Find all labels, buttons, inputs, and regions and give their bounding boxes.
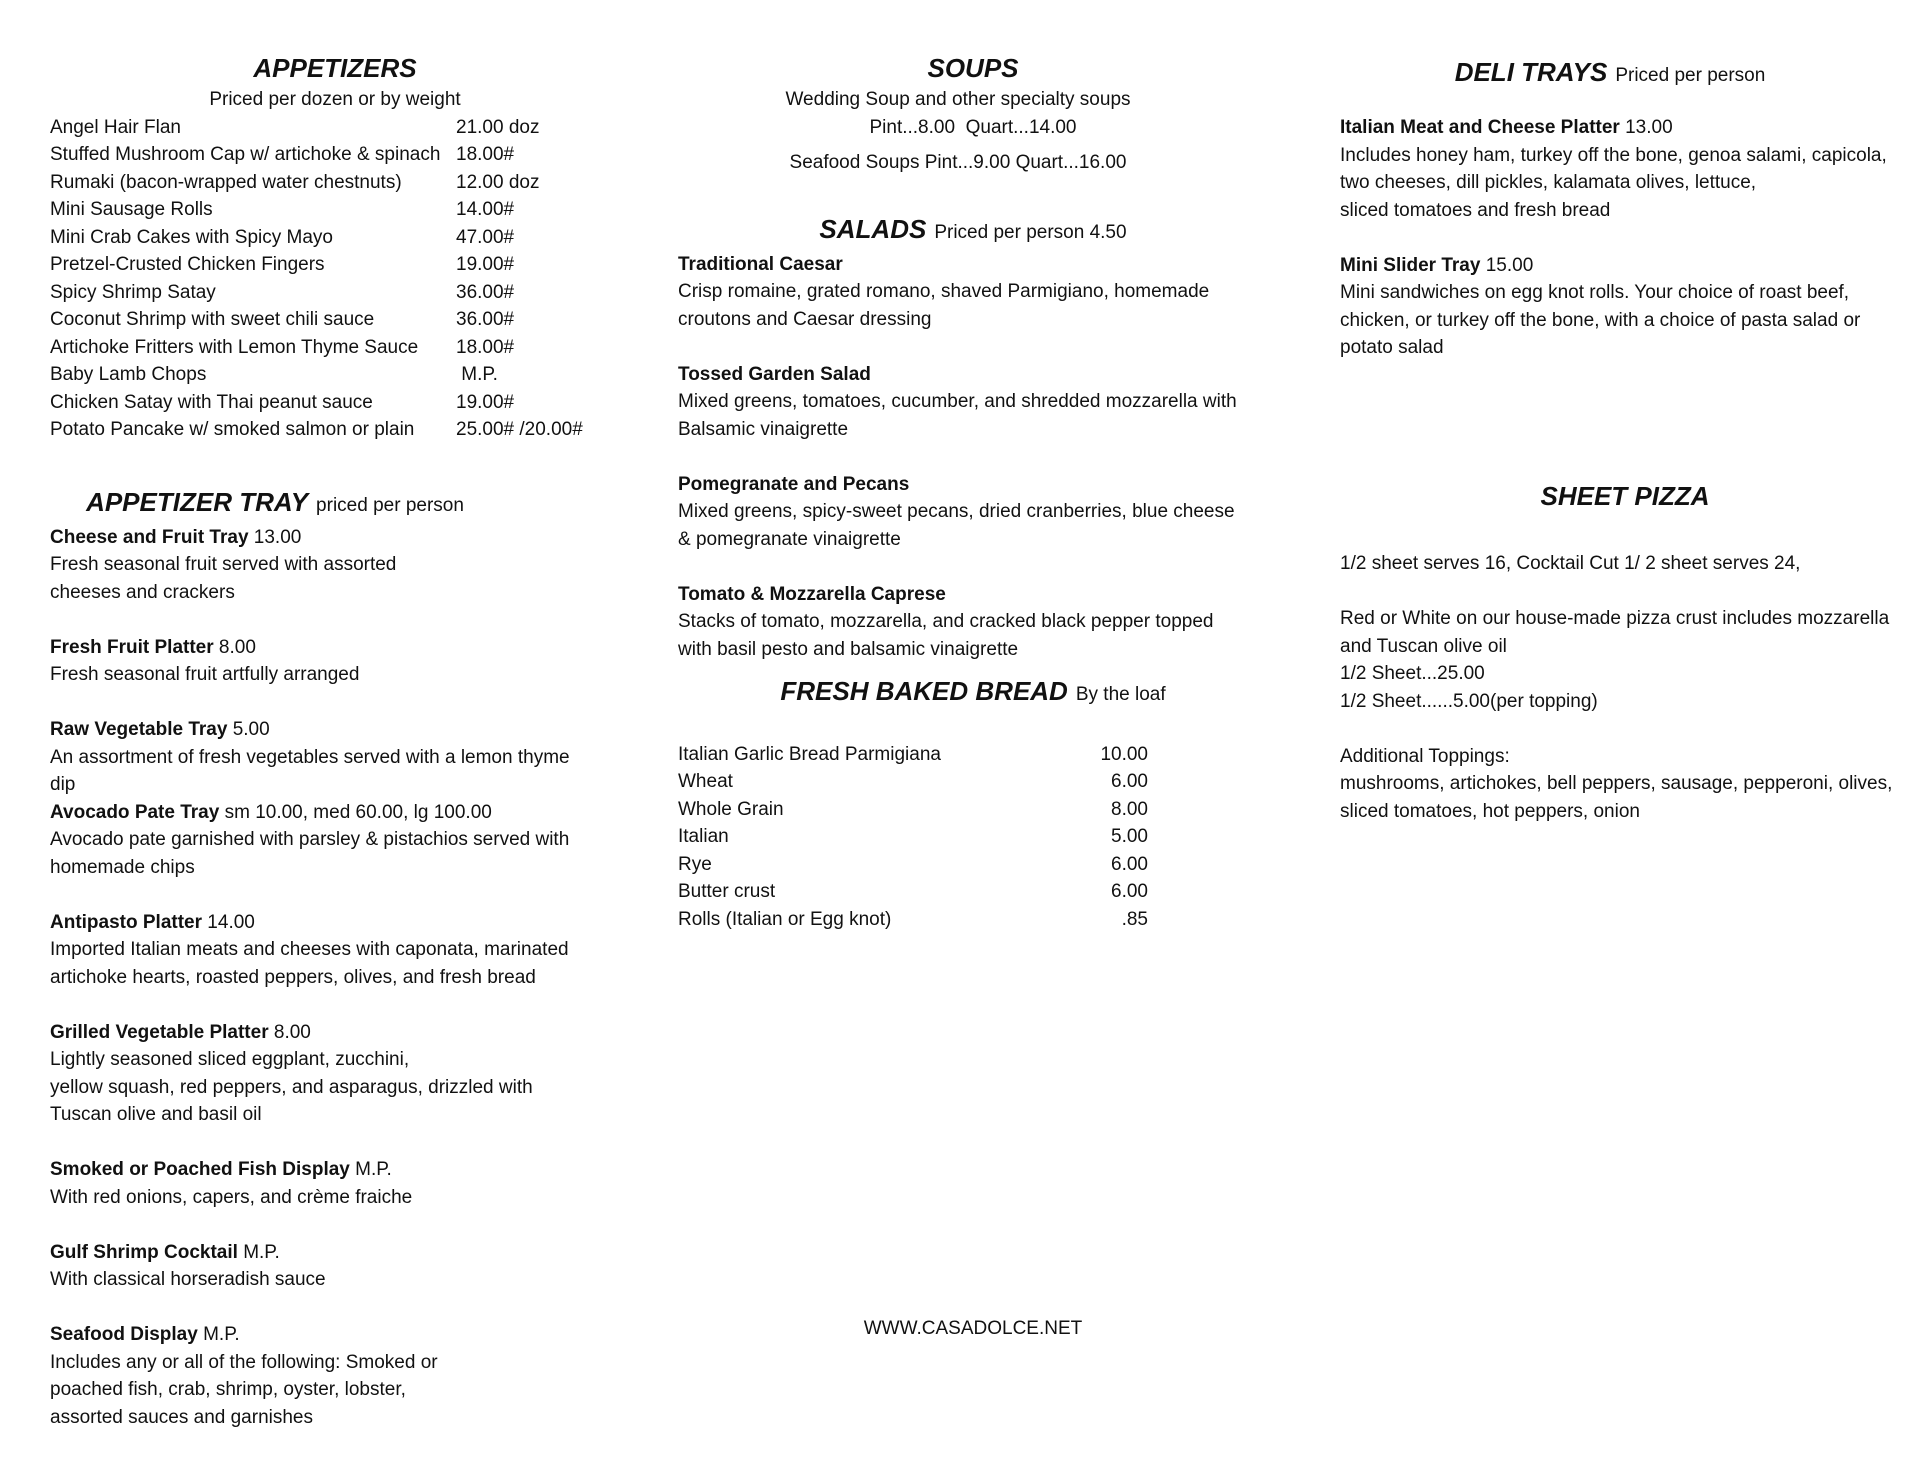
list-item: Pomegranate and Pecans Mixed greens, spicy-sweet pecans, dried cranberries, blue cheese & pomegranate vinaigrette <box>678 473 1235 550</box>
list-item: Smoked or Poached Fish Display M.P. With red onions, capers, and crème fraiche <box>50 1159 413 1208</box>
deli-trays-suffix: Priced per person <box>1615 65 1766 86</box>
appetizer-tray-list <box>50 524 620 1432</box>
appetizers-title: APPETIZERS <box>253 53 417 83</box>
sheet-pizza-info: 1/2 sheet serves 16, Cocktail Cut 1/ 2 sheet serves 24, Red or White on our house-made pizza crust includes mozzarella and Tuscan olive oil 1/2 Sheet...25.00 1/2 Sheet......5.00(per topping) Additional Toppings: mushrooms, artichokes, bell peppers, sausage, pepperoni, olives, sliced tomatoes, hot peppers, onion <box>1340 553 1893 822</box>
list-item: Potato Pancake w/ smoked salmon or plain 25.00# /20.00# <box>50 419 583 440</box>
list-item: Coconut Shrimp with sweet chili sauce 36.00# <box>50 309 515 330</box>
appetizer-tray-suffix: priced per person <box>316 494 464 516</box>
list-item: Wheat 6.00 <box>678 771 1148 792</box>
appetizer-tray-title: APPETIZER TRAY priced per person <box>86 486 464 517</box>
website-link[interactable]: WWW.CASADOLCE.NET <box>863 1318 1083 1339</box>
deli-trays-title: DELI TRAYS Priced per person <box>1454 57 1766 87</box>
list-item: Spicy Shrimp Satay 36.00# <box>50 281 515 303</box>
list-item: Cheese and Fruit Tray 13.00 Fresh seasonal fruit served with assorted cheeses and crackers <box>50 526 397 603</box>
list-item: Tossed Garden Salad Mixed greens, tomatoes, cucumber, and shredded mozzarella with Balsamic vinaigrette <box>678 363 1237 440</box>
column-middle <box>678 50 1268 933</box>
list-item: Italian Garlic Bread Parmigiana 10.00 <box>678 743 1148 765</box>
bread-list <box>678 741 1268 934</box>
list-item: Avocado Pate Tray sm 10.00, med 60.00, lg 100.00 Avocado pate garnished with parsley & pistachios served with homemade chips <box>50 801 570 878</box>
column-left <box>50 50 620 1431</box>
list-item: Mini Crab Cakes with Spicy Mayo 47.00# <box>50 226 515 248</box>
bread-title: FRESH BAKED BREAD By the loaf <box>780 676 1166 706</box>
salads-suffix: Priced per person 4.50 <box>934 221 1127 243</box>
list-item: Fresh Fruit Platter 8.00 Fresh seasonal fruit artfully arranged <box>50 636 360 685</box>
list-item: Rumaki (bacon-wrapped water chestnuts) 12.00 doz <box>50 171 540 193</box>
list-item: Mini Slider Tray 15.00 Mini sandwiches on egg knot rolls. Your choice of roast beef, chicken, or turkey off the bone, with a choice of pasta salad or potato salad <box>1340 254 1861 358</box>
list-item: Chicken Satay with Thai peanut sauce 19.00# <box>50 391 515 413</box>
bread-suffix: By the loaf <box>1075 684 1166 705</box>
soups-line-3: Seafood Soups Pint...9.00 Quart...16.00 <box>789 152 1127 173</box>
list-item: Antipasto Platter 14.00 Imported Italian meats and cheeses with caponata, marinated artichoke hearts, roasted peppers, olives, and fresh bread <box>50 911 569 988</box>
list-item: Pretzel-Crusted Chicken Fingers 19.00# <box>50 254 515 275</box>
list-item: Rolls (Italian or Egg knot) .85 <box>678 908 1148 930</box>
column-right <box>1340 50 1910 825</box>
list-item: Raw Vegetable Tray 5.00 An assortment of fresh vegetables served with a lemon thyme dip <box>50 719 570 795</box>
appetizers-list <box>50 114 620 444</box>
list-item: Grilled Vegetable Platter 8.00 Lightly seasoned sliced eggplant, zucchini, yellow squash, red peppers, and asparagus, drizzled with Tuscan olive and basil oil <box>50 1021 533 1125</box>
list-item: Tomato & Mozzarella Caprese Stacks of tomato, mozzarella, and cracked black pepper topped with basil pesto and balsamic vinaigrette <box>678 583 1214 660</box>
list-item: Angel Hair Flan 21.00 doz <box>50 116 540 138</box>
appetizers-note: Priced per dozen or by weight <box>209 89 461 110</box>
list-item: Mini Sausage Rolls 14.00# <box>50 199 515 220</box>
soups-title: SOUPS <box>927 53 1019 83</box>
list-item: Gulf Shrimp Cocktail M.P. With classical horseradish sauce <box>50 1241 326 1290</box>
list-item: Stuffed Mushroom Cap w/ artichoke & spinach 18.00# <box>50 144 515 165</box>
list-item: Italian 5.00 <box>678 826 1148 847</box>
list-item: Traditional Caesar Crisp romaine, grated romano, shaved Parmigiano, homemade croutons and Caesar dressing <box>678 253 1210 330</box>
list-item: Artichoke Fritters with Lemon Thyme Sauce 18.00# <box>50 336 515 358</box>
sheet-pizza-title: SHEET PIZZA <box>1540 481 1710 511</box>
salads-list <box>678 251 1268 664</box>
list-item: Whole Grain 8.00 <box>678 798 1148 820</box>
list-item: Italian Meat and Cheese Platter 13.00 Includes honey ham, turkey off the bone, genoa salami, capicola, two cheeses, dill pickles, kalamata olives, lettuce, sliced tomatoes and fresh bread <box>1340 117 1887 221</box>
salads-title: SALADS Priced per person 4.50 <box>819 213 1127 244</box>
deli-trays-list <box>1340 114 1910 362</box>
soups-line-2: Pint...8.00 Quart...14.00 <box>869 116 1077 138</box>
list-item: Butter crust 6.00 <box>678 881 1148 902</box>
list-item: Seafood Display M.P. Includes any or all of the following: Smoked or poached fish, crab, shrimp, oyster, lobster, assorted sauces and garnishes <box>50 1324 438 1428</box>
list-item: Rye 6.00 <box>678 853 1148 875</box>
list-item: Baby Lamb Chops M.P. <box>50 364 498 385</box>
soups-line-1: Wedding Soup and other specialty soups <box>785 89 1131 110</box>
